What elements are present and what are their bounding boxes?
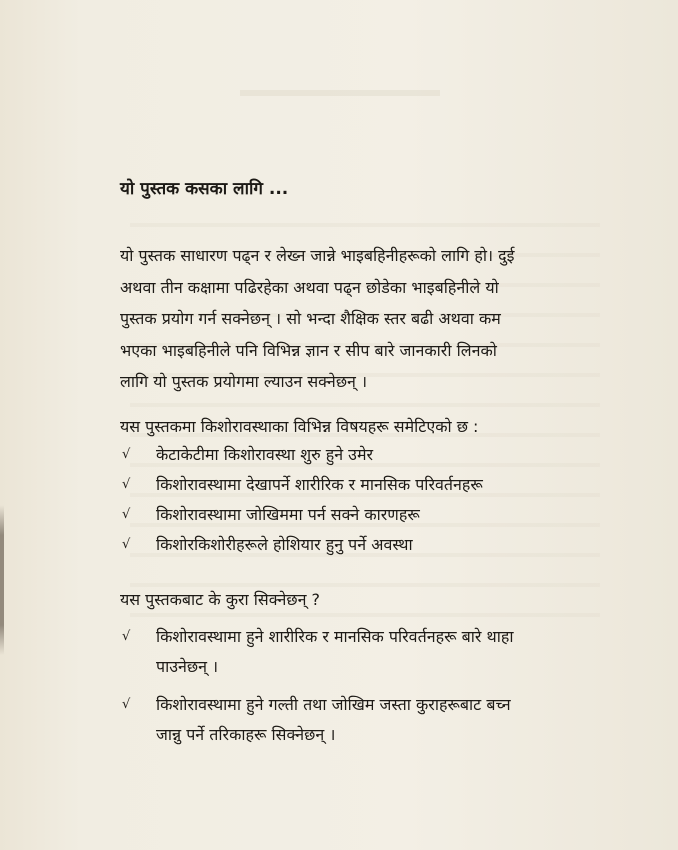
topics-list (122, 440, 483, 560)
intro-paragraph (120, 240, 590, 398)
list-item-text: किशोरावस्थामा जोखिममा पर्न सक्ने कारणहरू (156, 505, 420, 524)
list-item (122, 440, 483, 470)
learnings-list (122, 622, 514, 758)
list-item (122, 500, 483, 530)
list-item-text: किशोरकिशोरीहरूले होशियार हुनु पर्ने अवस्था (156, 535, 413, 554)
intro-line: भएका भाइबहिनीले पनि विभिन्न ज्ञान र सीप बारे जानकारी लिनको (120, 340, 497, 360)
list-item (122, 470, 483, 500)
list-item (122, 622, 514, 682)
list-item-text: किशोरावस्थामा हुने शारीरिक र मानसिक परिवर्तनहरू बारे थाहा (156, 627, 514, 646)
page-edge-mark (0, 505, 4, 655)
check-mark-icon: √ (122, 447, 131, 462)
intro-line: अथवा तीन कक्षामा पढिरहेका अथवा पढ्न छोडेका भाइबहिनीले यो (120, 277, 499, 297)
check-mark-icon: √ (122, 629, 131, 644)
check-mark-icon: √ (122, 477, 131, 492)
topics-heading: यस पुस्तकमा किशोरावस्थाका विभिन्न विषयहरू समेटिएको छ : (120, 417, 479, 436)
check-mark-icon: √ (122, 537, 131, 552)
list-item-text: किशोरावस्थामा हुने गल्ती तथा जोखिम जस्ता कुराहरूबाट बच्न (156, 695, 511, 714)
list-item-text: किशोरावस्थामा देखापर्ने शारीरिक र मानसिक परिवर्तनहरू (156, 475, 483, 494)
list-item (122, 690, 514, 750)
check-mark-icon: √ (122, 507, 131, 522)
list-item-text: केटाकेटीमा किशोरावस्था शुरु हुने उमेर (156, 445, 374, 464)
intro-line: पुस्तक प्रयोग गर्न सक्नेछन् । सो भन्दा शैक्षिक स्तर बढी अथवा कम (120, 309, 501, 328)
list-item-text: जान्नु पर्ने तरिकाहरू सिक्नेछन् । (156, 725, 336, 744)
list-item-text: पाउनेछन् । (156, 657, 219, 676)
learn-heading: यस पुस्तकबाट के कुरा सिक्नेछन् ? (120, 590, 321, 609)
show-through-texture (240, 60, 440, 96)
page-title: यो पुस्तक कसका लागि ... (120, 179, 289, 199)
intro-line: यो पुस्तक साधारण पढ्न र लेख्न जान्ने भाइबहिनीहरूको लागि हो। दुई (120, 246, 515, 265)
list-item (122, 530, 483, 560)
check-mark-icon: √ (122, 697, 131, 712)
intro-line: लागि यो पुस्तक प्रयोगमा ल्याउन सक्नेछन् । (120, 372, 368, 391)
